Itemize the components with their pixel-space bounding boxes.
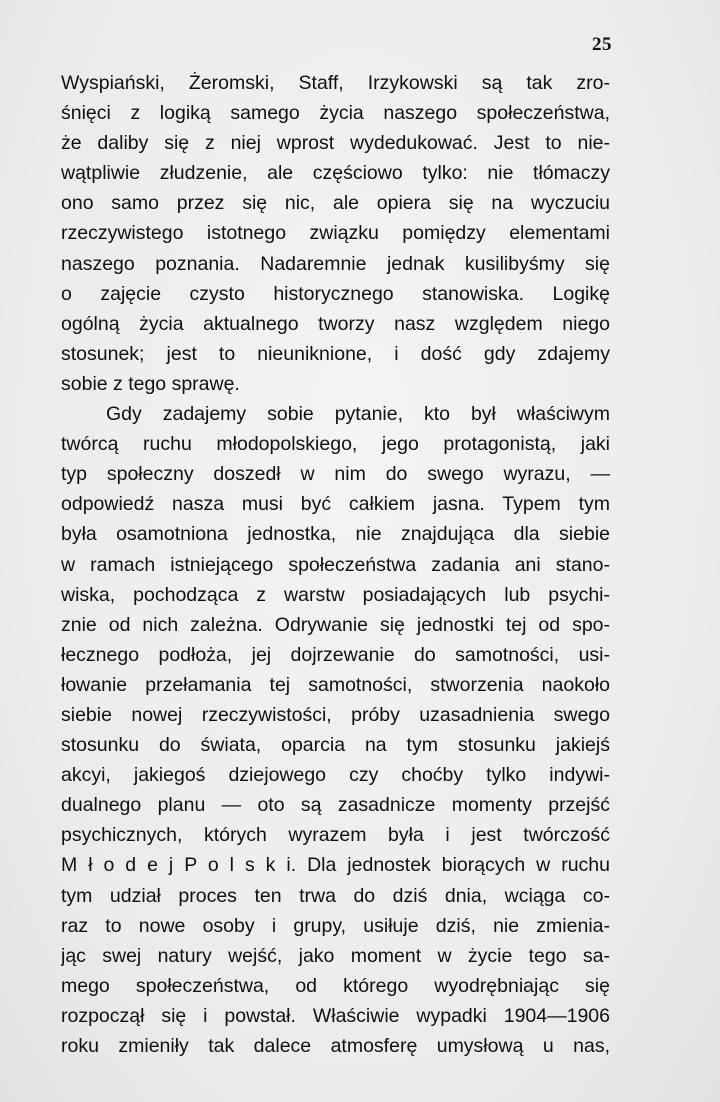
text-line: Gdy zadajemy sobie pytanie, kto był właściwym	[106, 403, 610, 426]
text-line: odpowiedź nasza musi być całkiem jasna. Typem tym	[61, 493, 610, 516]
text-line: w ramach istniejącego społeczeństwa zadania ani stano-	[61, 553, 610, 576]
text-line: rzeczywistego istotnego związku pomiędzy elementami	[61, 222, 610, 245]
text-line: roku zmieniły tak dalece atmosferę umysłową u nas,	[61, 1035, 610, 1057]
text-line: twórcą ruchu młodopolskiego, jego protagonistą, jaki	[61, 433, 610, 456]
text-line: stosunku do świata, oparcia na tym stosunku jakiejś	[61, 734, 610, 757]
text-line: tym udział proces ten trwa do dziś dnia, wciąga co-	[61, 884, 610, 907]
text-line: wątpliwie złudzenie, ale częściowo tylko: nie tłómaczy	[61, 162, 610, 185]
text-line: śnięci z logiką samego życia naszego społeczeństwa,	[61, 102, 610, 125]
text-line: łowanie przełamania tej samotności, stworzenia naokoło	[61, 673, 610, 696]
text-line: ogólną życia aktualnego tworzy nasz względem niego	[61, 312, 610, 335]
text-line: Wyspiański, Żeromski, Staff, Irzykowski są tak zro-	[61, 72, 610, 94]
text-line: znie od nich zależna. Odrywanie się jednostki tej od spo-	[61, 613, 610, 636]
text-line: siebie nowej rzeczywistości, próby uzasadnienia swego	[61, 703, 610, 726]
text-line: akcyi, jakiegoś dziejowego czy choćby tylko indywi-	[61, 764, 610, 787]
text-line: o zajęcie czysto historycznego stanowiska. Logikę	[61, 282, 610, 305]
text-line: rozpoczął się i powstał. Właściwie wypadki 1904—1906	[61, 1004, 610, 1027]
text-line: raz to nowe osoby i grupy, usiłuje dziś, nie zmienia-	[61, 914, 610, 937]
text-line: wiska, pochodząca z warstw posiadających lub psychi-	[61, 583, 610, 606]
text-line: mego społeczeństwa, od którego wyodrębniając się	[61, 974, 610, 997]
text-line: psychicznych, których wyrazem była i jest twórczość	[61, 824, 610, 847]
text-line: naszego poznania. Nadaremnie jednak kusilibyśmy się	[61, 252, 610, 275]
text-line: M ł o d e j P o l s k i. Dla jednostek biorących w ruchu	[61, 854, 610, 877]
text-line: była osamotniona jednostka, nie znajdująca dla siebie	[61, 523, 610, 546]
page-number: 25	[592, 34, 612, 55]
text-line: sobie z tego sprawę.	[61, 372, 240, 395]
text-line: jąc swej natury wejść, jako moment w życie tego sa-	[61, 944, 610, 967]
text-line: typ społeczny doszedł w nim do swego wyrazu, —	[61, 463, 610, 486]
text-line: stosunek; jest to nieuniknione, i dość gdy zdajemy	[61, 342, 610, 365]
text-line: dualnego planu — oto są zasadnicze momenty przejść	[61, 794, 610, 817]
text-line: ono samo przez się nic, ale opiera się na wyczuciu	[61, 192, 610, 215]
text-line: że daliby się z niej wprost wydedukować. Jest to nie-	[61, 132, 610, 155]
body-text	[61, 68, 610, 1061]
text-line: łecznego podłoża, jej dojrzewanie do samotności, usi-	[61, 643, 610, 666]
